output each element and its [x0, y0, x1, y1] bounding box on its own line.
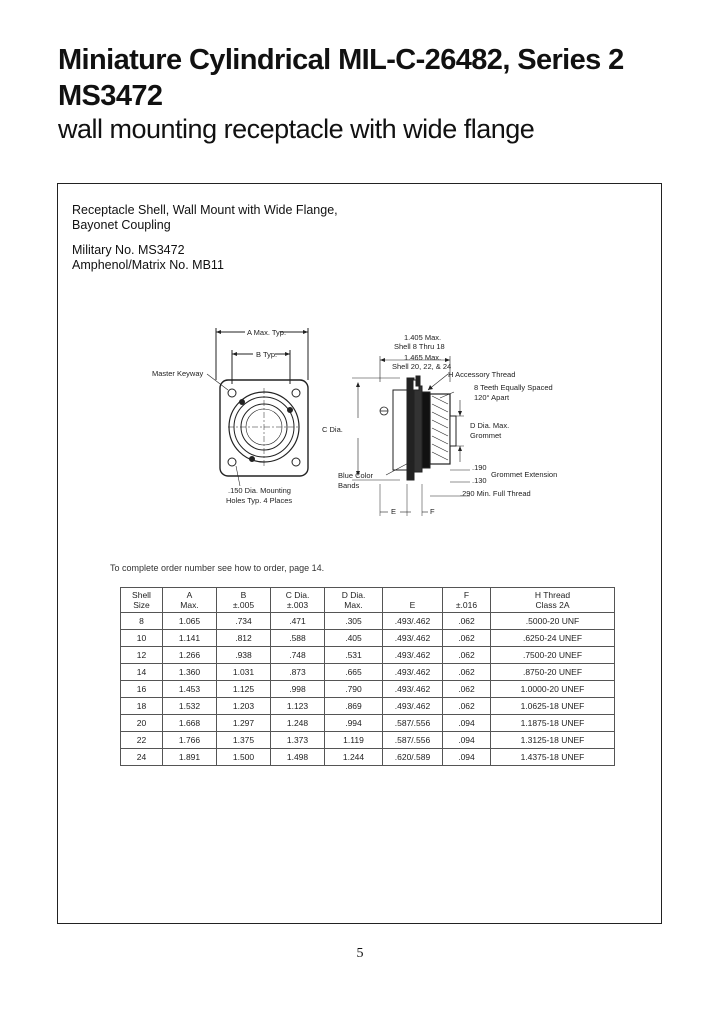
page-subtitle: wall mounting receptacle with wide flange [58, 114, 535, 144]
grommet-extension-label: Grommet Extension [491, 470, 558, 479]
cell: 1.453 [163, 681, 217, 698]
order-note: To complete order number see how to order, page 14. [110, 563, 325, 573]
table-header-row [121, 588, 615, 613]
cell: 1.766 [163, 732, 217, 749]
grommet-dim-190: .190 [472, 463, 487, 472]
cell: .405 [325, 630, 383, 647]
length-2-note: Shell 20, 22, & 24 [392, 362, 452, 371]
cell: .062 [443, 698, 491, 715]
cell: 1.119 [325, 732, 383, 749]
cell: 18 [121, 698, 163, 715]
length-1-label: 1.405 Max. [404, 333, 442, 342]
description-line-2: Bayonet Coupling [72, 218, 171, 232]
mounting-holes-label-2: Holes Typ. 4 Places [226, 496, 293, 505]
d-dia-label-2: Grommet [470, 431, 502, 440]
mounting-holes-label-1: .150 Dia. Mounting [228, 486, 291, 495]
cell: .734 [217, 613, 271, 630]
description-line-1: Receptacle Shell, Wall Mount with Wide Flange, [72, 203, 338, 217]
cell: 1.4375-18 UNEF [491, 749, 615, 766]
c-dia-label: C Dia. [322, 425, 343, 434]
cell: .812 [217, 630, 271, 647]
cell: 1.203 [217, 698, 271, 715]
military-number: Military No. MS3472 [72, 243, 185, 257]
header-e: E [383, 588, 443, 613]
cell: .748 [271, 647, 325, 664]
cell: 16 [121, 681, 163, 698]
table-row [121, 698, 615, 715]
cell: 14 [121, 664, 163, 681]
cell: .493/.462 [383, 630, 443, 647]
cell: .471 [271, 613, 325, 630]
cell: 1.360 [163, 664, 217, 681]
cell: 1.498 [271, 749, 325, 766]
table-row [121, 681, 615, 698]
header-a: A Max. [163, 588, 217, 613]
cell: 1.3125-18 UNEF [491, 732, 615, 749]
cell: .493/.462 [383, 647, 443, 664]
cell: .938 [217, 647, 271, 664]
cell: 1.248 [271, 715, 325, 732]
dim-f-label: F [430, 507, 435, 516]
dim-e-label: E [391, 507, 397, 516]
blue-bands-label-1: Blue Color [338, 471, 374, 480]
cell: .869 [325, 698, 383, 715]
cell: 1.500 [217, 749, 271, 766]
cell: .062 [443, 664, 491, 681]
part-number-title: MS3472 [58, 80, 163, 112]
cell: 1.375 [217, 732, 271, 749]
cell: .994 [325, 715, 383, 732]
cell: .305 [325, 613, 383, 630]
cell: 1.373 [271, 732, 325, 749]
cell: .493/.462 [383, 613, 443, 630]
cell: 20 [121, 715, 163, 732]
cell: .094 [443, 732, 491, 749]
cell: 1.065 [163, 613, 217, 630]
cell: .873 [271, 664, 325, 681]
cell: 1.297 [217, 715, 271, 732]
page-title: Miniature Cylindrical MIL-C-26482, Series 2 [58, 44, 624, 76]
cell: 1.244 [325, 749, 383, 766]
cell: .493/.462 [383, 664, 443, 681]
dim-b-label: B Typ. [256, 350, 278, 359]
side-view [352, 356, 470, 516]
table-row [121, 664, 615, 681]
grommet-dim-130: .130 [472, 476, 487, 485]
cell: .587/.556 [383, 715, 443, 732]
cell: .094 [443, 715, 491, 732]
cell: .062 [443, 630, 491, 647]
cell: 1.532 [163, 698, 217, 715]
header-f: F ±.016 [443, 588, 491, 613]
cell: .620/.589 [383, 749, 443, 766]
d-dia-label-1: D Dia. Max. [470, 421, 510, 430]
cell: 1.668 [163, 715, 217, 732]
cell: .7500-20 UNEF [491, 647, 615, 664]
header-h-thread: H Thread Class 2A [491, 588, 615, 613]
cell: 10 [121, 630, 163, 647]
page-number: 5 [356, 946, 364, 961]
cell: 1.031 [217, 664, 271, 681]
cell: 1.891 [163, 749, 217, 766]
table-row [121, 630, 615, 647]
cell: .062 [443, 613, 491, 630]
cell: .587/.556 [383, 732, 443, 749]
connector-drawing [130, 320, 600, 520]
dim-a-label: A Max. Typ. [247, 328, 287, 337]
cell: 1.125 [217, 681, 271, 698]
cell: .5000-20 UNF [491, 613, 615, 630]
header-b: B ±.005 [217, 588, 271, 613]
cell: 1.0625-18 UNEF [491, 698, 615, 715]
teeth-label-2: 120° Apart [474, 393, 510, 402]
cell: .665 [325, 664, 383, 681]
length-1-note: Shell 8 Thru 18 [394, 342, 445, 351]
blue-bands-label-2: Bands [338, 481, 360, 490]
table-row [121, 613, 615, 630]
matrix-number: Amphenol/Matrix No. MB11 [72, 258, 224, 272]
length-2-label: 1.465 Max. [404, 353, 442, 362]
full-thread-label: .290 Min. Full Thread [460, 489, 531, 498]
h-thread-label: H Accessory Thread [448, 370, 516, 379]
cell: .062 [443, 681, 491, 698]
cell: 1.0000-20 UNEF [491, 681, 615, 698]
header-shell-size: Shell Size [121, 588, 163, 613]
cell: .531 [325, 647, 383, 664]
cell: 1.123 [271, 698, 325, 715]
cell: 24 [121, 749, 163, 766]
master-keyway-label: Master Keyway [152, 369, 204, 378]
header-d-dia: D Dia. Max. [325, 588, 383, 613]
cell: 1.266 [163, 647, 217, 664]
cell: .094 [443, 749, 491, 766]
table-row [121, 732, 615, 749]
teeth-label-1: 8 Teeth Equally Spaced [474, 383, 553, 392]
table-row [121, 715, 615, 732]
cell: 12 [121, 647, 163, 664]
content-frame [57, 183, 662, 924]
dimensions-table [120, 587, 615, 766]
cell: 1.141 [163, 630, 217, 647]
cell: 8 [121, 613, 163, 630]
cell: .062 [443, 647, 491, 664]
table-row [121, 647, 615, 664]
cell: .790 [325, 681, 383, 698]
table-row [121, 749, 615, 766]
cell: .8750-20 UNEF [491, 664, 615, 681]
cell: .493/.462 [383, 681, 443, 698]
cell: 22 [121, 732, 163, 749]
cell: .493/.462 [383, 698, 443, 715]
cell: .588 [271, 630, 325, 647]
cell: .998 [271, 681, 325, 698]
cell: 1.1875-18 UNEF [491, 715, 615, 732]
cell: .6250-24 UNEF [491, 630, 615, 647]
header-c-dia: C Dia. ±.003 [271, 588, 325, 613]
